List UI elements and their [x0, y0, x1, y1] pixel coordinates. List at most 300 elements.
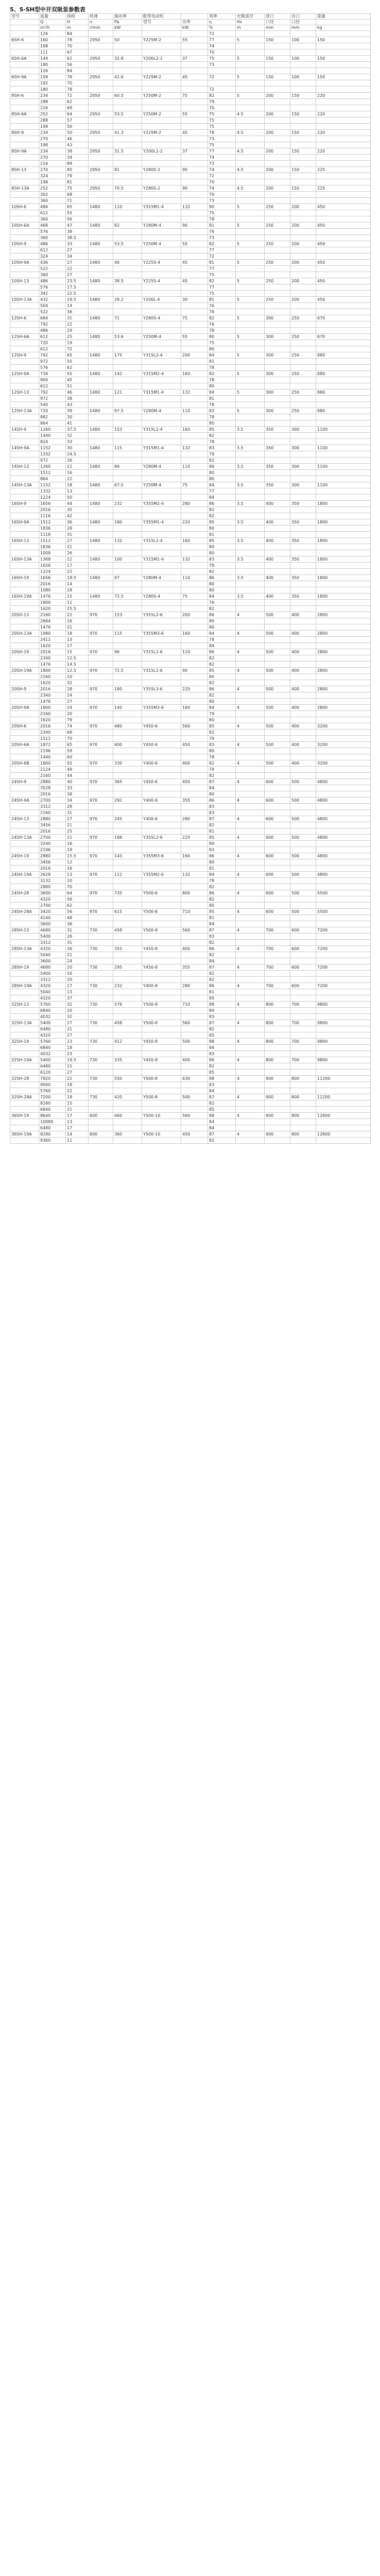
table-row [10, 791, 371, 798]
table-cell: Y355M2-4 [142, 501, 181, 507]
table-cell [316, 1100, 371, 1107]
table-cell [181, 822, 208, 828]
model-cell [10, 105, 39, 111]
table-cell: 1656 [39, 563, 66, 569]
table-cell: 250 [290, 334, 316, 340]
table-cell [236, 977, 265, 983]
table-cell [316, 934, 371, 940]
table-cell: 90 [181, 185, 208, 192]
table-cell [316, 272, 371, 278]
table-cell: 972 [39, 396, 66, 402]
table-cell [181, 810, 208, 816]
header-cell: Hs [236, 20, 265, 25]
table-cell [236, 31, 265, 37]
table-cell [181, 235, 208, 241]
model-cell [10, 198, 39, 204]
table-cell: 700 [290, 1057, 316, 1063]
table-cell [181, 507, 208, 513]
table-cell: 1800 [316, 575, 371, 581]
table-cell [316, 155, 371, 161]
table-cell: 800 [265, 1039, 290, 1045]
table-cell: 730 [89, 983, 113, 989]
model-cell [10, 80, 39, 87]
table-cell: 82 [208, 433, 236, 439]
table-cell [236, 62, 265, 68]
table-cell: Y500-8 [142, 927, 181, 934]
table-row [10, 717, 371, 723]
table-row [10, 1088, 371, 1094]
table-cell: 5 [236, 371, 265, 377]
table-cell [316, 470, 371, 476]
table-cell [316, 359, 371, 365]
table-row [10, 618, 371, 624]
table-cell: 175 [113, 352, 142, 359]
table-cell: 88 [208, 1039, 236, 1045]
table-cell [265, 643, 290, 649]
table-cell: 83 [208, 934, 236, 940]
table-cell [181, 1070, 208, 1076]
table-cell: 560 [181, 927, 208, 934]
table-cell [316, 995, 371, 1002]
table-cell: Y250M-2 [142, 93, 181, 99]
table-cell: 9800 [316, 1020, 371, 1026]
model-cell: 20SH-13A [10, 631, 39, 637]
table-cell: 17 [66, 563, 89, 569]
table-row [10, 439, 371, 445]
table-cell [142, 266, 181, 272]
table-row [10, 130, 371, 136]
table-row [10, 550, 371, 556]
table-cell: 22 [66, 556, 89, 563]
table-cell [316, 321, 371, 328]
table-cell: 300 [290, 482, 316, 488]
table-cell: 330 [113, 760, 142, 767]
table-cell [113, 1125, 142, 1131]
table-cell [113, 767, 142, 773]
table-row [10, 872, 371, 878]
table-cell: 1620 [39, 717, 66, 723]
table-cell: 50 [66, 495, 89, 501]
table-cell [142, 439, 181, 445]
table-cell: 220 [181, 519, 208, 526]
table-cell: 2950 [89, 185, 113, 192]
table-cell [290, 1107, 316, 1113]
table-cell [181, 717, 208, 723]
table-cell [181, 117, 208, 124]
table-cell: 82 [208, 822, 236, 828]
table-cell [290, 451, 316, 457]
table-cell: 82 [208, 93, 236, 99]
table-cell: 160 [181, 427, 208, 433]
table-row [10, 655, 371, 662]
table-row [10, 223, 371, 229]
table-cell: 81 [208, 915, 236, 921]
table-cell: 612 [39, 383, 66, 389]
table-cell: 200 [290, 297, 316, 303]
model-cell [10, 1063, 39, 1070]
table-cell [142, 828, 181, 835]
header-row [10, 25, 371, 31]
table-cell [265, 43, 290, 49]
model-cell [10, 958, 39, 964]
table-cell [316, 1125, 371, 1131]
table-cell: 80 [208, 791, 236, 798]
table-cell [265, 117, 290, 124]
table-row [10, 482, 371, 488]
table-cell: 2160 [39, 612, 66, 618]
table-row [10, 742, 371, 748]
table-cell [142, 105, 181, 111]
table-cell [265, 1138, 290, 1144]
table-cell [316, 198, 371, 204]
table-cell [113, 142, 142, 148]
table-cell [89, 903, 113, 909]
table-cell: 355 [113, 946, 142, 952]
table-cell: 300 [265, 389, 290, 396]
model-cell [10, 210, 39, 216]
table-cell [142, 569, 181, 575]
table-cell [236, 748, 265, 754]
table-cell [236, 272, 265, 278]
table-cell: 1116 [39, 513, 66, 519]
table-cell: 400 [290, 686, 316, 692]
table-cell: 6480 [39, 1125, 66, 1131]
table-row [10, 822, 371, 828]
table-cell: 72 [208, 87, 236, 93]
table-cell [290, 1008, 316, 1014]
table-cell [265, 748, 290, 754]
table-cell [316, 717, 371, 723]
table-row [10, 124, 371, 130]
table-cell: 4 [236, 668, 265, 674]
table-row [10, 179, 371, 185]
table-cell [142, 31, 181, 37]
table-cell [290, 1032, 316, 1039]
table-cell: 1332 [39, 488, 66, 495]
table-cell [236, 155, 265, 161]
model-cell [10, 124, 39, 130]
table-cell [265, 1119, 290, 1125]
table-cell: Y400-6 [142, 816, 181, 822]
table-cell: 13 [66, 488, 89, 495]
table-cell [142, 192, 181, 198]
table-cell [89, 600, 113, 606]
table-cell [316, 117, 371, 124]
table-cell [265, 216, 290, 223]
table-cell: 31 [66, 940, 89, 946]
table-cell: 270 [39, 155, 66, 161]
model-cell [10, 662, 39, 668]
model-cell: 28SH-13A [10, 946, 39, 952]
model-cell: 32SH-19A [10, 1057, 39, 1063]
table-cell: 77 [208, 247, 236, 253]
table-row [10, 847, 371, 853]
table-cell [236, 563, 265, 569]
table-cell [113, 451, 142, 457]
table-cell: 21 [66, 544, 89, 550]
model-cell [10, 810, 39, 816]
table-cell: 192 [39, 80, 66, 87]
table-cell: 2160 [39, 773, 66, 779]
table-cell: 700 [265, 927, 290, 934]
table-cell: 4 [236, 946, 265, 952]
table-cell: 970 [89, 705, 113, 711]
table-cell: 30 [181, 297, 208, 303]
table-cell [89, 544, 113, 550]
table-cell: 450 [316, 204, 371, 210]
table-cell: 85 [208, 909, 236, 915]
table-cell: 5 [236, 93, 265, 99]
table-cell: 7200 [316, 983, 371, 989]
table-cell: 450 [181, 779, 208, 785]
table-cell: 700 [290, 1002, 316, 1008]
table-cell [236, 1051, 265, 1057]
table-cell: 83 [208, 742, 236, 748]
table-row [10, 204, 371, 210]
model-cell [10, 804, 39, 810]
table-row [10, 303, 371, 309]
pump-spec-table [10, 13, 371, 1144]
table-cell [316, 488, 371, 495]
model-cell: 16SH-19A [10, 594, 39, 600]
table-cell [316, 80, 371, 87]
table-cell [113, 624, 142, 631]
table-cell: 970 [89, 779, 113, 785]
table-cell: 84 [208, 1119, 236, 1125]
table-cell [89, 526, 113, 532]
table-cell: 22 [66, 321, 89, 328]
table-cell: 75 [208, 117, 236, 124]
table-cell: 78 [66, 37, 89, 43]
table-cell: 41.3 [113, 130, 142, 136]
table-cell: 10 [66, 878, 89, 884]
table-row [10, 1119, 371, 1125]
table-cell [236, 859, 265, 866]
table-cell [142, 587, 181, 594]
table-cell [142, 198, 181, 204]
table-cell: 23 [66, 1051, 89, 1057]
table-cell [89, 328, 113, 334]
table-row [10, 600, 371, 606]
table-cell: 350 [290, 556, 316, 563]
table-cell [236, 1045, 265, 1051]
table-cell [316, 841, 371, 847]
table-cell [236, 940, 265, 946]
table-cell [316, 161, 371, 167]
table-cell [181, 124, 208, 130]
model-cell [10, 161, 39, 167]
table-cell: 77 [208, 148, 236, 155]
table-cell: 26 [66, 550, 89, 556]
table-cell: Y225M-2 [142, 37, 181, 43]
table-cell [265, 414, 290, 420]
table-cell: Y280M-4 [142, 575, 181, 581]
table-cell [265, 896, 290, 903]
model-cell [10, 977, 39, 983]
table-row [10, 1032, 371, 1039]
table-cell [181, 624, 208, 631]
table-cell: 350 [290, 594, 316, 600]
table-cell: 1620 [39, 643, 66, 649]
table-cell [142, 884, 181, 890]
table-row [10, 105, 371, 111]
table-cell: 84 [66, 31, 89, 37]
table-cell: 4.5 [236, 167, 265, 173]
table-cell [316, 291, 371, 297]
table-cell [113, 62, 142, 68]
table-cell: 630 [181, 1076, 208, 1082]
table-cell [89, 847, 113, 853]
table-cell [290, 1070, 316, 1076]
table-cell: 25 [66, 828, 89, 835]
table-cell: 4 [236, 723, 265, 730]
table-cell [265, 822, 290, 828]
table-cell: 3312 [39, 940, 66, 946]
table-cell [236, 1063, 265, 1070]
table-cell: 4032 [39, 1014, 66, 1020]
table-cell [181, 142, 208, 148]
table-cell [290, 396, 316, 402]
table-row [10, 148, 371, 155]
table-cell [265, 396, 290, 402]
table-cell: 73 [208, 62, 236, 68]
table-cell: 500 [265, 668, 290, 674]
table-cell: 15 [66, 594, 89, 600]
table-cell: 18 [66, 587, 89, 594]
table-cell: 55 [66, 359, 89, 365]
table-cell: 83 [208, 1014, 236, 1020]
table-cell [236, 99, 265, 105]
table-cell: 300 [265, 352, 290, 359]
table-cell [113, 674, 142, 680]
table-cell [316, 43, 371, 49]
table-cell [113, 1119, 142, 1125]
table-cell: 68 [66, 192, 89, 198]
table-cell: 86 [208, 983, 236, 989]
table-cell: 300 [265, 408, 290, 414]
table-cell [89, 878, 113, 884]
table-cell [89, 365, 113, 371]
table-cell: 3.5 [236, 519, 265, 526]
table-cell: 335 [113, 1057, 142, 1063]
table-cell: 1368 [39, 556, 66, 563]
model-cell: 12SH-9 [10, 352, 39, 359]
table-cell [290, 49, 316, 56]
table-row [10, 519, 371, 526]
table-cell [113, 1107, 142, 1113]
table-row [10, 952, 371, 958]
table-row [10, 927, 371, 934]
table-cell [142, 550, 181, 556]
table-cell: 1152 [39, 445, 66, 451]
table-cell: 360 [39, 235, 66, 241]
table-cell [181, 791, 208, 798]
table-cell [113, 396, 142, 402]
table-cell: 1476 [39, 594, 66, 600]
table-row [10, 488, 371, 495]
table-cell: 15 [66, 1063, 89, 1070]
table-cell: 220 [181, 835, 208, 841]
table-cell: 87 [208, 1094, 236, 1100]
model-cell [10, 457, 39, 464]
table-cell [142, 451, 181, 457]
table-cell: 84 [208, 872, 236, 878]
table-cell [316, 1119, 371, 1125]
table-cell [142, 971, 181, 977]
table-cell: 20 [66, 711, 89, 717]
table-row [10, 723, 371, 730]
table-cell: 1224 [39, 495, 66, 501]
table-cell: 132 [181, 872, 208, 878]
table-cell: 86 [208, 649, 236, 655]
table-row [10, 501, 371, 507]
table-cell [142, 662, 181, 668]
table-cell [236, 971, 265, 977]
table-cell [290, 328, 316, 334]
table-cell: 4320 [39, 946, 66, 952]
header-cell: 流量 [39, 14, 66, 20]
table-cell: 78 [208, 309, 236, 315]
table-cell [265, 309, 290, 315]
table-cell: 4320 [39, 1032, 66, 1039]
table-cell: 1656 [39, 501, 66, 507]
table-cell: 1480 [89, 594, 113, 600]
table-cell: 82 [113, 223, 142, 229]
table-cell [89, 717, 113, 723]
table-cell: 110 [113, 204, 142, 210]
table-cell [265, 1051, 290, 1057]
table-cell: 16 [66, 841, 89, 847]
table-cell: 500 [265, 612, 290, 618]
table-cell: 75 [208, 291, 236, 297]
table-cell [89, 773, 113, 779]
table-cell: 486 [39, 204, 66, 210]
table-cell: 19.5 [66, 1057, 89, 1063]
table-cell [265, 1008, 290, 1014]
table-cell: 82 [208, 1063, 236, 1070]
table-cell: 32 [66, 433, 89, 439]
table-cell [265, 99, 290, 105]
table-cell: 720 [39, 340, 66, 346]
table-cell [290, 791, 316, 798]
table-cell: 2950 [89, 37, 113, 43]
table-cell: Y500-10 [142, 1131, 181, 1138]
table-cell [113, 971, 142, 977]
table-cell [290, 680, 316, 686]
table-cell [290, 365, 316, 371]
table-cell: 8280 [39, 1131, 66, 1138]
table-cell: 38 [66, 791, 89, 798]
table-cell: 150 [265, 37, 290, 43]
table-cell [181, 476, 208, 482]
table-cell [142, 124, 181, 130]
table-cell: 4800 [316, 853, 371, 859]
table-cell [89, 284, 113, 291]
table-cell [265, 866, 290, 872]
table-cell: 2700 [39, 835, 66, 841]
table-cell [290, 569, 316, 575]
model-cell [10, 569, 39, 575]
table-cell: 180 [39, 62, 66, 68]
table-cell: 600 [290, 983, 316, 989]
table-cell: 576 [113, 1002, 142, 1008]
table-cell [89, 396, 113, 402]
table-cell [113, 457, 142, 464]
table-cell: 730 [89, 927, 113, 934]
table-cell [113, 31, 142, 37]
table-cell [290, 971, 316, 977]
table-cell [316, 662, 371, 668]
